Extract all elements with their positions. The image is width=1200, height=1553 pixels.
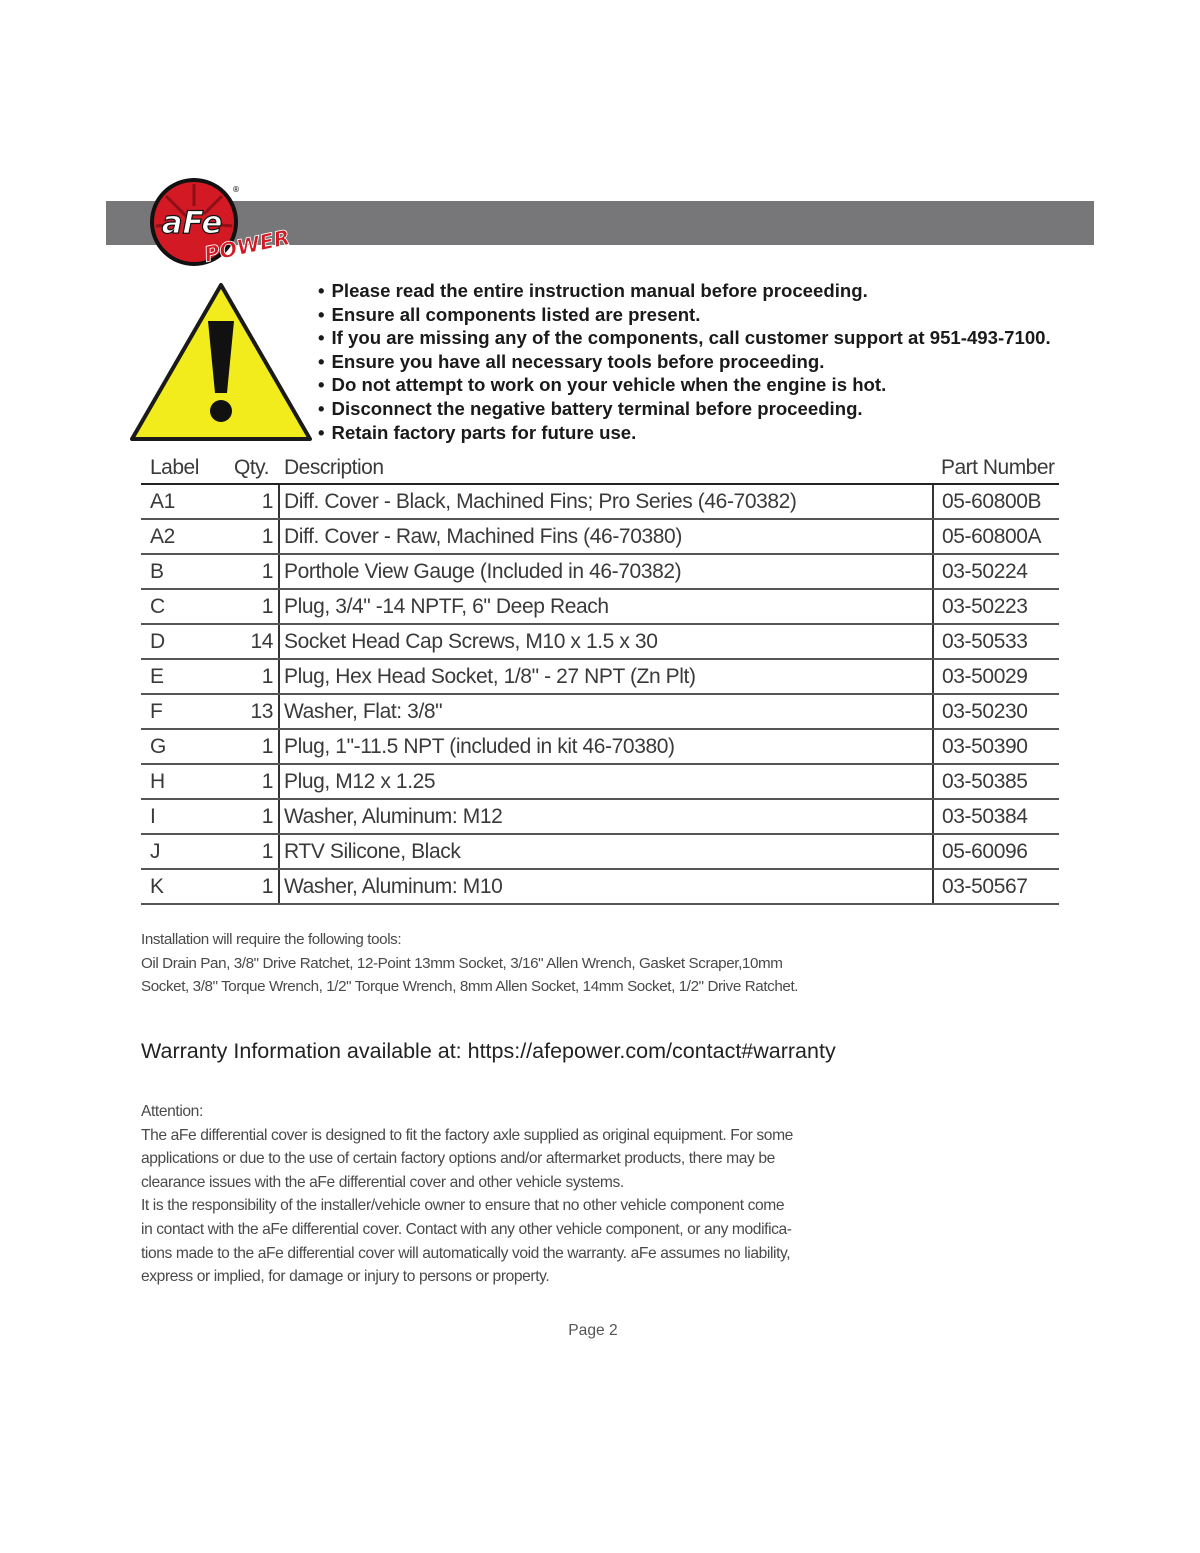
cell-label: H [141,764,220,799]
cell-label: F [141,694,220,729]
table-row [141,659,1059,694]
table-row [141,554,1059,589]
table-row [141,834,1059,869]
table-row [141,484,1059,519]
warning-item: • Retain factory parts for future use. [318,421,1051,445]
cell-qty: 1 [220,834,279,869]
cell-part-number: 03-50390 [933,729,1059,764]
tools-line: Oil Drain Pan, 3/8" Drive Ratchet, 12-Point 13mm Socket, 3/16" Allen Wrench, Gasket Scraper,10mm [141,954,783,972]
table-row [141,869,1059,904]
cell-label: A2 [141,519,220,554]
cell-qty: 1 [220,589,279,624]
header-qty: Qty. [220,452,279,484]
cell-qty: 1 [220,659,279,694]
table-row [141,799,1059,834]
table-row [141,694,1059,729]
cell-qty: 14 [220,624,279,659]
warning-item: • Disconnect the negative battery terminal before proceeding. [318,397,1051,421]
header-description: Description [279,452,933,484]
afe-power-logo [146,176,296,272]
page-number: Page 2 [568,1322,618,1339]
tools-line: Socket, 3/8" Torque Wrench, 1/2" Torque Wrench, 8mm Allen Socket, 14mm Socket, 1/2" Drive Ratchet. [141,978,799,995]
cell-label: J [141,834,220,869]
cell-part-number: 05-60800B [933,484,1059,519]
cell-qty: 1 [220,764,279,799]
cell-description: Plug, 1"-11.5 NPT (included in kit 46-70380) [279,729,933,764]
parts-table [141,452,1059,905]
logo-subtext: POWER [202,225,293,267]
table-row [141,624,1059,659]
header-label: Label [141,452,220,484]
cell-description: Diff. Cover - Black, Machined Fins; Pro Series (46-70382) [279,484,933,519]
cell-label: E [141,659,220,694]
attention-line: The aFe differential cover is designed to fit the factory axle supplied as original equipment. For some [141,1126,793,1144]
cell-part-number: 03-50230 [933,694,1059,729]
cell-part-number: 03-50384 [933,799,1059,834]
cell-part-number: 05-60800A [933,519,1059,554]
warning-triangle-icon [128,281,314,445]
header-part-number: Part Number [933,452,1059,484]
cell-description: RTV Silicone, Black [279,834,933,869]
cell-qty: 1 [220,484,279,519]
attention-line: tions made to the aFe differential cover will automatically void the warranty. aFe assumes no liability, [141,1244,791,1262]
cell-qty: 13 [220,694,279,729]
cell-part-number: 03-50567 [933,869,1059,904]
table-header-row [141,452,1059,484]
attention-line: in contact with the aFe differential cover. Contact with any other vehicle component, or any modifica- [141,1220,792,1238]
table-row [141,589,1059,624]
warning-list [318,279,1051,444]
cell-description: Diff. Cover - Raw, Machined Fins (46-70380) [279,519,933,554]
cell-description: Washer, Aluminum: M10 [279,869,933,904]
cell-description: Washer, Flat: 3/8" [279,694,933,729]
cell-description: Plug, Hex Head Socket, 1/8" - 27 NPT (Zn Plt) [279,659,933,694]
attention-line: clearance issues with the aFe differential cover and other vehicle systems. [141,1173,624,1191]
attention-line: It is the responsibility of the installer/vehicle owner to ensure that no other vehicle component come [141,1197,785,1215]
tools-intro: Installation will require the following tools: [141,931,402,948]
cell-description: Socket Head Cap Screws, M10 x 1.5 x 30 [279,624,933,659]
tools-section [141,928,798,999]
cell-label: B [141,554,220,589]
cell-label: K [141,869,220,904]
registered-mark: ® [232,185,240,194]
attention-line: applications or due to the use of certain factory options and/or aftermarket products, there may be [141,1150,775,1168]
table-row [141,764,1059,799]
cell-label: I [141,799,220,834]
cell-part-number: 03-50224 [933,554,1059,589]
cell-qty: 1 [220,729,279,764]
cell-part-number: 03-50533 [933,624,1059,659]
cell-part-number: 03-50029 [933,659,1059,694]
warranty-info: Warranty Information available at: https://afepower.com/contact#warranty [141,1039,836,1063]
cell-description: Porthole View Gauge (Included in 46-70382) [279,554,933,589]
warning-item: • Ensure all components listed are present. [318,303,1051,327]
cell-qty: 1 [220,519,279,554]
attention-section [141,1100,821,1289]
cell-description: Washer, Aluminum: M12 [279,799,933,834]
cell-label: D [141,624,220,659]
cell-part-number: 03-50223 [933,589,1059,624]
cell-qty: 1 [220,799,279,834]
attention-title: Attention: [141,1103,203,1120]
cell-description: Plug, M12 x 1.25 [279,764,933,799]
logo-text: aFe [161,205,223,241]
cell-label: G [141,729,220,764]
attention-line: express or implied, for damage or injury to persons or property. [141,1268,550,1286]
table-row [141,729,1059,764]
warning-item: • Do not attempt to work on your vehicle when the engine is hot. [318,373,1051,397]
cell-description: Plug, 3/4" -14 NPTF, 6" Deep Reach [279,589,933,624]
table-row [141,519,1059,554]
warning-item: • Please read the entire instruction manual before proceeding. [318,279,1051,303]
warning-item: • Ensure you have all necessary tools before proceeding. [318,350,1051,374]
cell-qty: 1 [220,869,279,904]
cell-qty: 1 [220,554,279,589]
cell-part-number: 03-50385 [933,764,1059,799]
cell-label: A1 [141,484,220,519]
cell-label: C [141,589,220,624]
cell-part-number: 05-60096 [933,834,1059,869]
warning-item: • If you are missing any of the components, call customer support at 951-493-7100. [318,326,1051,350]
